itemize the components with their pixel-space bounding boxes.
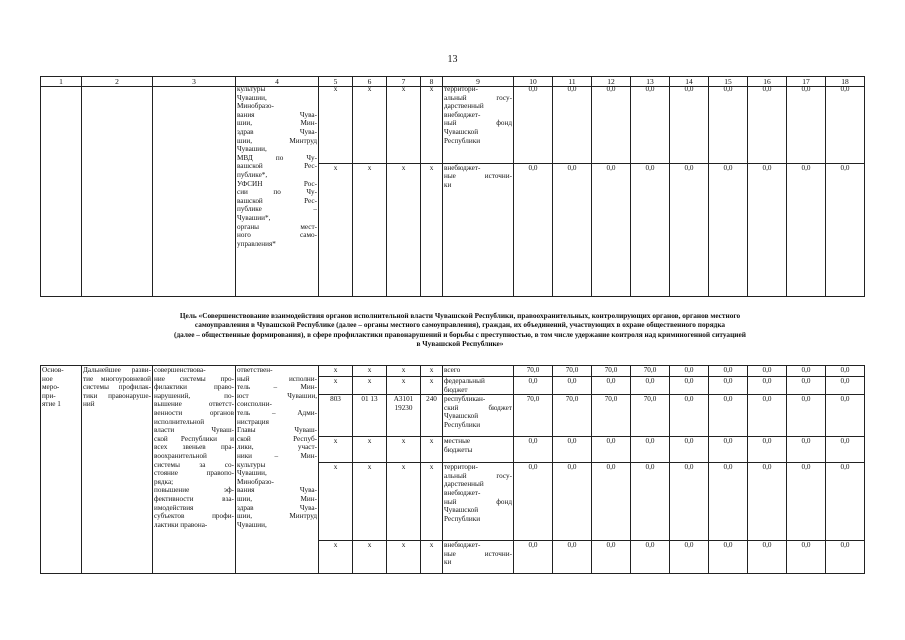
top-code-cell: x xyxy=(421,163,443,296)
activity-name-line: Дальнейшее разви- xyxy=(83,366,151,374)
header-col-13: 13 xyxy=(631,77,670,87)
top-code-cell: x xyxy=(319,163,353,296)
bottom-funding-source-line: федеральный xyxy=(444,377,485,385)
top-value-cell: 0,0 xyxy=(670,163,709,296)
top-col2-empty xyxy=(82,85,153,296)
top-value-cell: 0,0 xyxy=(748,163,787,296)
bottom-value-cell: 0,0 xyxy=(514,377,553,395)
bottom-funding-source-line: местные xyxy=(444,437,471,446)
top-row xyxy=(41,85,865,163)
top-value-cell: 0,0 xyxy=(826,163,865,296)
top-responsible-executors-line: органы мест- xyxy=(237,222,317,231)
top-funding-source xyxy=(443,85,514,163)
activity-executors-line: шии, Минтруд xyxy=(237,512,317,521)
activity-executors-line: культуры xyxy=(237,460,266,469)
activity-executors-line: здрав Чува- xyxy=(237,503,317,512)
activity-executors-line: ской Респуб- xyxy=(237,434,317,443)
bottom-value-cell: 0,0 xyxy=(670,366,709,377)
top-responsible-executors-line: Чувашии, xyxy=(237,93,267,102)
bottom-funding-source-line: бюджет xyxy=(444,385,468,394)
bottom-code-cell: x xyxy=(387,463,421,541)
activity-name-line: системы профилак- xyxy=(83,383,151,392)
bottom-code-cell: x xyxy=(353,366,387,377)
top-funding-source-line: ные источни- xyxy=(444,172,512,181)
bottom-value-cell: 70,0 xyxy=(592,366,631,377)
bottom-value-cell: 70,0 xyxy=(514,366,553,377)
activity-tasks-line: вышение ответст- xyxy=(154,400,234,409)
bottom-code-cell: x xyxy=(387,377,421,395)
top-funding-source-line: внебюджет- xyxy=(444,110,481,119)
bottom-value-cell: 0,0 xyxy=(748,541,787,574)
top-funding-source-line: альный госу- xyxy=(444,93,512,102)
top-value-cell: 0,0 xyxy=(553,163,592,296)
bottom-row xyxy=(41,366,865,377)
top-responsible-executors-line: вашской Рес- xyxy=(237,196,317,205)
bottom-value-cell: 0,0 xyxy=(514,463,553,541)
bottom-value-cell: 0,0 xyxy=(553,463,592,541)
top-block-table xyxy=(40,85,865,297)
top-value-cell: 0,0 xyxy=(592,85,631,163)
activity-number-line: ное xyxy=(42,374,53,383)
bottom-value-cell: 0,0 xyxy=(553,377,592,395)
bottom-value-cell: 70,0 xyxy=(553,366,592,377)
bottom-value-cell: 0,0 xyxy=(631,541,670,574)
top-funding-source-line: ный фонд xyxy=(444,119,512,128)
activity-tasks-line: фективности вза- xyxy=(154,494,234,503)
bottom-code-cell: x xyxy=(319,541,353,574)
bottom-value-cell: 0,0 xyxy=(787,541,826,574)
top-responsible-executors-line: здрав Чува- xyxy=(237,127,317,136)
activity-tasks-line: лактики правона- xyxy=(154,520,208,529)
top-responsible-executors-line: МВД по Чу- xyxy=(237,153,317,162)
header-col-9: 9 xyxy=(443,77,514,87)
header-col-15: 15 xyxy=(709,77,748,87)
activity-tasks-line: повышение эф- xyxy=(154,486,234,495)
header-col-7: 7 xyxy=(387,77,421,87)
header-col-6: 6 xyxy=(353,77,387,87)
top-code-cell: x xyxy=(353,163,387,296)
top-responsible-executors-line: Чувашии*, xyxy=(237,213,271,222)
bottom-value-cell: 70,0 xyxy=(631,395,670,437)
bottom-funding-source-line: Чувашской xyxy=(444,506,479,515)
bottom-value-cell: 0,0 xyxy=(592,377,631,395)
bottom-funding-source xyxy=(443,541,514,574)
top-value-cell: 0,0 xyxy=(826,85,865,163)
top-col3-empty xyxy=(153,85,236,296)
top-responsible-executors-line: Минобразо- xyxy=(237,102,274,111)
header-col-4: 4 xyxy=(236,77,319,87)
top-value-cell: 0,0 xyxy=(514,85,553,163)
header-col-3: 3 xyxy=(153,77,236,87)
goal-line: в Чувашской Республике» xyxy=(416,338,504,348)
bottom-funding-source xyxy=(443,463,514,541)
bottom-funding-source-line: Республики xyxy=(444,514,481,523)
page-number: 13 xyxy=(447,54,458,65)
bottom-funding-source xyxy=(443,437,514,463)
bottom-value-cell: 0,0 xyxy=(826,463,865,541)
top-funding-source-line: внебюджет- xyxy=(444,163,481,172)
bottom-value-cell: 0,0 xyxy=(787,377,826,395)
bottom-value-cell: 0,0 xyxy=(709,437,748,463)
bottom-value-cell: 70,0 xyxy=(553,395,592,437)
activity-executors-line: Минобразо- xyxy=(237,477,274,486)
bottom-value-cell: 0,0 xyxy=(670,395,709,437)
bottom-funding-source-line: внебюджет- xyxy=(444,541,481,550)
top-responsible-executors-line: ного само- xyxy=(237,231,317,240)
top-value-cell: 0,0 xyxy=(631,163,670,296)
top-value-cell: 0,0 xyxy=(670,85,709,163)
bottom-funding-source xyxy=(443,377,514,395)
header-col-1: 1 xyxy=(41,77,82,87)
top-value-cell: 0,0 xyxy=(514,163,553,296)
bottom-code-cell: x xyxy=(353,463,387,541)
bottom-value-cell: 70,0 xyxy=(592,395,631,437)
bottom-value-cell: 0,0 xyxy=(553,541,592,574)
activity-number-line: ятие 1 xyxy=(42,400,61,409)
activity-name xyxy=(82,366,153,574)
top-value-cell: 0,0 xyxy=(592,163,631,296)
top-code-cell: x xyxy=(387,163,421,296)
bottom-value-cell: 0,0 xyxy=(826,541,865,574)
bottom-value-cell: 0,0 xyxy=(787,463,826,541)
activity-tasks-line: ние системы про- xyxy=(154,374,234,383)
top-responsible-executors-line: шии, Мин- xyxy=(237,119,317,128)
bottom-code-cell: x xyxy=(421,377,443,395)
activity-tasks-line: нарушений, по- xyxy=(154,391,234,400)
bottom-code-cell: x xyxy=(319,377,353,395)
activity-tasks-line: ской Республики и xyxy=(154,434,234,443)
activity-name-line: ний xyxy=(83,400,95,409)
bottom-value-cell: 70,0 xyxy=(514,395,553,437)
bottom-value-cell: 0,0 xyxy=(748,377,787,395)
header-col-18: 18 xyxy=(826,77,865,87)
bottom-value-cell: 0,0 xyxy=(631,377,670,395)
bottom-funding-source-line: дарственный xyxy=(444,480,484,489)
top-responsible-executors-line: публике – xyxy=(237,205,317,214)
top-responsible-executors-line: вания Чува- xyxy=(237,110,317,119)
goal-heading xyxy=(70,311,850,348)
activity-tasks-line: венности органов xyxy=(154,408,234,417)
top-responsible-executors-line: культуры xyxy=(237,85,266,93)
activity-tasks-line: имодействия xyxy=(154,503,194,512)
main-activity-table xyxy=(40,365,865,574)
bottom-code-cell: x xyxy=(421,463,443,541)
bottom-code-cell: x xyxy=(387,541,421,574)
header-col-14: 14 xyxy=(670,77,709,87)
bottom-value-cell: 0,0 xyxy=(592,541,631,574)
top-code-cell: x xyxy=(353,85,387,163)
activity-name-line: тики правонаруше- xyxy=(83,391,151,400)
activity-tasks-line: исполнительной xyxy=(154,417,205,426)
bottom-code-cell: x xyxy=(353,377,387,395)
activity-tasks-line: стояние правопо- xyxy=(154,469,234,478)
bottom-value-cell: 0,0 xyxy=(787,366,826,377)
top-code-cell: x xyxy=(319,85,353,163)
bottom-funding-source xyxy=(443,366,514,377)
bottom-code-cell: x xyxy=(353,541,387,574)
top-value-cell: 0,0 xyxy=(553,85,592,163)
activity-tasks-line: всех звеньев пра- xyxy=(154,443,234,452)
goal-line: самоуправления в Чувашской Республике (далее – органы местного самоуправления), граждан, их объединений, участвующих в охране общественного порядка xyxy=(194,320,726,330)
bottom-value-cell: 0,0 xyxy=(787,395,826,437)
bottom-value-cell: 0,0 xyxy=(787,437,826,463)
top-funding-source xyxy=(443,163,514,296)
activity-tasks-line: власти Чуваш- xyxy=(154,426,234,435)
top-value-cell: 0,0 xyxy=(787,163,826,296)
bottom-funding-source-line: ные источни- xyxy=(444,549,512,558)
activity-number-line: меро- xyxy=(42,383,60,392)
bottom-code-cell: x xyxy=(421,366,443,377)
activity-number xyxy=(41,366,82,574)
bottom-funding-source-line: Республики xyxy=(444,420,481,429)
activity-executors-line: соисполни- xyxy=(237,400,272,409)
bottom-value-cell: 0,0 xyxy=(826,437,865,463)
top-responsible-executors-line: вашской Рес- xyxy=(237,162,317,171)
header-col-2: 2 xyxy=(82,77,153,87)
bottom-value-cell: 0,0 xyxy=(670,377,709,395)
header-col-17: 17 xyxy=(787,77,826,87)
top-value-cell: 0,0 xyxy=(748,85,787,163)
bottom-value-cell: 0,0 xyxy=(592,463,631,541)
bottom-value-cell: 0,0 xyxy=(748,366,787,377)
activity-tasks-line: совершенствова- xyxy=(154,366,206,374)
top-responsible-executors-line: сии по Чу- xyxy=(237,188,317,197)
bottom-code-cell: А3101 19230 xyxy=(387,395,421,437)
activity-number-line: при- xyxy=(42,391,56,400)
bottom-value-cell: 0,0 xyxy=(670,541,709,574)
top-responsible-executors-line: УФСИН Рос- xyxy=(237,179,317,188)
top-responsible-executors xyxy=(236,85,319,296)
header-col-8: 8 xyxy=(421,77,443,87)
bottom-value-cell: 0,0 xyxy=(826,395,865,437)
header-col-11: 11 xyxy=(553,77,592,87)
activity-number-line: Основ- xyxy=(42,366,64,374)
bottom-value-cell: 0,0 xyxy=(748,395,787,437)
bottom-value-cell: 0,0 xyxy=(748,463,787,541)
bottom-value-cell: 0,0 xyxy=(553,437,592,463)
bottom-funding-source-line: ный фонд xyxy=(444,497,512,506)
bottom-code-cell: x xyxy=(421,541,443,574)
goal-line: Цель «Совершенствование взаимодействия органов исполнительной власти Чувашской Республики, правоохранительных, контролирующих органов, органов местного xyxy=(179,311,741,320)
top-funding-source-line: Чувашской xyxy=(444,127,479,136)
activity-executors-line: юст Чувашии, xyxy=(237,391,317,400)
header-col-10: 10 xyxy=(514,77,553,87)
bottom-code-cell: 01 13 xyxy=(353,395,387,437)
bottom-value-cell: 0,0 xyxy=(709,463,748,541)
bottom-value-cell: 0,0 xyxy=(670,463,709,541)
top-funding-source-line: Республики xyxy=(444,136,481,145)
activity-executors-line: Чувашии, xyxy=(237,520,267,529)
top-responsible-executors-line: шии, Минтруд xyxy=(237,136,317,145)
bottom-code-cell: 240 xyxy=(421,395,443,437)
bottom-value-cell: 0,0 xyxy=(748,437,787,463)
bottom-value-cell: 0,0 xyxy=(709,541,748,574)
bottom-value-cell: 0,0 xyxy=(631,463,670,541)
top-col1-empty xyxy=(41,85,82,296)
activity-tasks-line: филактики право- xyxy=(154,383,234,392)
activity-executors-line: ответствен- xyxy=(237,366,273,374)
bottom-value-cell: 0,0 xyxy=(709,366,748,377)
activity-tasks-line: системы за со- xyxy=(154,460,234,469)
bottom-value-cell: 70,0 xyxy=(631,366,670,377)
activity-executors-line: нистрация xyxy=(237,417,269,426)
bottom-funding-source-line: внебюджет- xyxy=(444,488,481,497)
bottom-code-cell: x xyxy=(353,437,387,463)
activity-executors-line: Чувашии, xyxy=(237,469,267,478)
bottom-funding-source-line: ки xyxy=(444,558,452,567)
bottom-code-cell: x xyxy=(319,437,353,463)
activity-tasks xyxy=(153,366,236,574)
activity-executors-line: шии, Мин- xyxy=(237,494,317,503)
activity-tasks-line: рядка; xyxy=(154,477,174,486)
activity-executors-line: Главы Чуваш- xyxy=(237,426,317,435)
header-col-5: 5 xyxy=(319,77,353,87)
bottom-funding-source-line: бюджеты xyxy=(444,445,473,454)
activity-name-line: тие многоуровневой xyxy=(83,374,151,383)
bottom-funding-source-line: Чувашской xyxy=(444,412,479,421)
bottom-value-cell: 0,0 xyxy=(514,541,553,574)
bottom-funding-source-line: всего xyxy=(444,366,461,374)
top-code-cell: x xyxy=(387,85,421,163)
bottom-code-cell: x xyxy=(387,437,421,463)
top-funding-source-line: дарственный xyxy=(444,102,484,111)
bottom-value-cell: 0,0 xyxy=(670,437,709,463)
top-funding-source-line: ки xyxy=(444,180,452,189)
bottom-funding-source-line: ский бюджет xyxy=(444,403,512,412)
activity-executors-line: ники – Мин- xyxy=(237,451,317,460)
activity-executors-line: вания Чува- xyxy=(237,486,317,495)
activity-tasks-line: субъектов профи- xyxy=(154,512,234,521)
bottom-code-cell: x xyxy=(421,437,443,463)
bottom-funding-source xyxy=(443,395,514,437)
top-responsible-executors-line: управления* xyxy=(237,239,276,248)
activity-tasks-line: воохранительной xyxy=(154,451,207,460)
bottom-value-cell: 0,0 xyxy=(709,395,748,437)
top-funding-source-line: территори- xyxy=(444,85,478,93)
top-responsible-executors-line: публике*, xyxy=(237,170,268,179)
bottom-funding-source-line: альный госу- xyxy=(444,471,512,480)
activity-executors-line: ный исполни- xyxy=(237,374,317,383)
bottom-value-cell: 0,0 xyxy=(592,437,631,463)
top-value-cell: 0,0 xyxy=(787,85,826,163)
top-value-cell: 0,0 xyxy=(709,85,748,163)
activity-executors xyxy=(236,366,319,574)
top-responsible-executors-line: Чувашии, xyxy=(237,145,267,154)
header-col-16: 16 xyxy=(748,77,787,87)
bottom-value-cell: 0,0 xyxy=(709,377,748,395)
bottom-funding-source-line: республикан- xyxy=(444,395,486,404)
bottom-code-cell: x xyxy=(387,366,421,377)
bottom-code-cell: 803 xyxy=(319,395,353,437)
bottom-funding-source-line: территори- xyxy=(444,463,478,472)
bottom-code-cell: x xyxy=(319,463,353,541)
bottom-value-cell: 0,0 xyxy=(826,366,865,377)
bottom-value-cell: 0,0 xyxy=(631,437,670,463)
bottom-value-cell: 0,0 xyxy=(826,377,865,395)
bottom-code-cell: x xyxy=(319,366,353,377)
goal-line: (далее – общественные формирования), в сфере профилактики правонарушений и борьбы с преступностью, в том числе удержание контроля над криминогенной ситуацией xyxy=(174,329,746,339)
top-value-cell: 0,0 xyxy=(709,163,748,296)
activity-executors-line: тель – Адми- xyxy=(237,408,317,417)
bottom-value-cell: 0,0 xyxy=(514,437,553,463)
activity-executors-line: тель – Мин- xyxy=(237,383,317,392)
header-col-12: 12 xyxy=(592,77,631,87)
activity-executors-line: лики, участ- xyxy=(237,443,317,452)
top-code-cell: x xyxy=(421,85,443,163)
top-value-cell: 0,0 xyxy=(631,85,670,163)
